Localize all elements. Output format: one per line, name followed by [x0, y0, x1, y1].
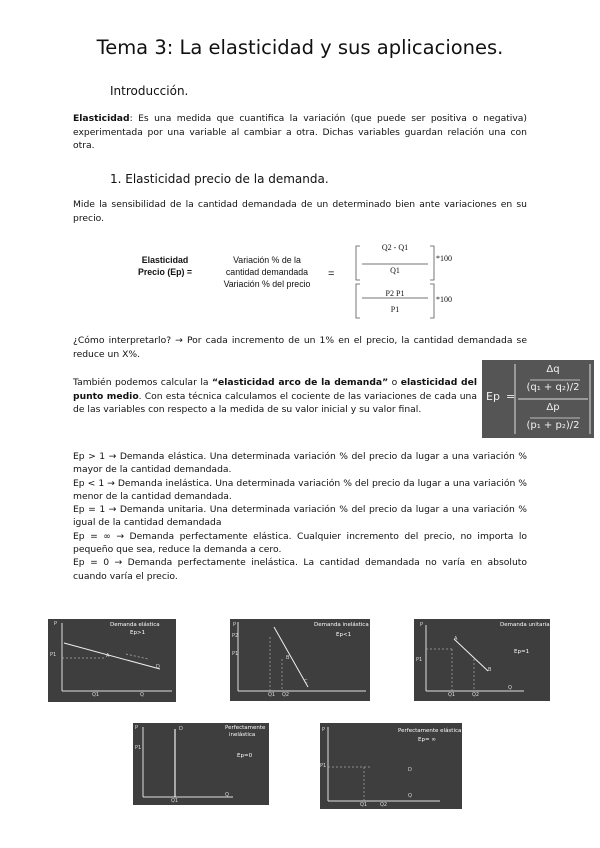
- chart-inelastic-c: C: [304, 679, 308, 685]
- chart-inelastic-p2: P2: [232, 633, 239, 639]
- arc-bold1: “elasticidad arco de la demanda”: [211, 377, 389, 388]
- chart-perfectly-elastic: [320, 723, 462, 809]
- interpretation: ¿Cómo interpretarlo? → Por cada incremento de un 1% en el precio, la cantidad demandada se reduce un X%.: [73, 335, 527, 360]
- chart-perfectly-inelastic: [133, 723, 269, 805]
- formula-num-line2: cantidad demandada: [225, 267, 309, 277]
- arc-ep: Ep: [486, 390, 500, 403]
- chart-inelastic-p1: P1: [232, 651, 239, 657]
- chart-pi-ep: Ep=0: [237, 753, 253, 759]
- definition-text: : Es una medida que cuantifica la variación (que puede ser positiva o negativa) experimentada por una variable al cambiar a otra. Dichas variables guardan relación una con otra.: [73, 113, 527, 152]
- top-multiplier: *100: [436, 254, 452, 263]
- chart-pe-p: P: [322, 727, 326, 733]
- arc-bold2: elasticidad del punto medio: [73, 377, 477, 402]
- chart-unitary-q2: Q2: [472, 692, 480, 698]
- chart-pe-q1: Q1: [360, 802, 368, 808]
- chart-unitary-svg: [414, 619, 550, 701]
- chart-pe-q: Q: [408, 793, 412, 799]
- formula-fraction: [212, 254, 322, 290]
- chart-pe-d: D: [408, 767, 412, 773]
- chart-unitary-b: B: [488, 667, 492, 673]
- chart-elastic-svg: [48, 619, 176, 702]
- bottom-multiplier: *100: [436, 295, 452, 304]
- chart-elastic-d: D: [156, 664, 160, 670]
- intro-heading: Introducción.: [110, 84, 189, 98]
- formula-label: [126, 254, 204, 278]
- formula-label-line2: Precio (Ep) =: [137, 267, 193, 277]
- chart-elastic-p1: P1: [50, 652, 57, 658]
- chart-pi-q: Q: [225, 792, 229, 798]
- chart-elastic: [48, 619, 176, 702]
- section-heading: 1. Elasticidad precio de la demanda.: [110, 172, 329, 186]
- chart-unitary-a: A: [454, 636, 458, 642]
- arc-post: . Con esta técnica calculamos el cociente de las variaciones de cada una de las variables con respecto a la medida de su valor inicial y su valor final.: [73, 390, 478, 416]
- arc-mid: o: [388, 377, 401, 388]
- chart-unitary-ep: Ep=1: [514, 649, 530, 655]
- chart-elastic-a: A: [106, 653, 110, 659]
- chart-pi-title-1: Perfectamente: [225, 725, 266, 731]
- chart-pi-d: D: [179, 726, 183, 732]
- chart-pe-title: Perfectamente elástica: [398, 728, 462, 734]
- chart-pi-p: P: [135, 725, 139, 731]
- page-title: Tema 3: La elasticidad y sus aplicaciones.: [96, 36, 504, 59]
- chart-elastic-title: Demanda elástica: [110, 622, 160, 628]
- chart-inelastic-q1: Q1: [268, 692, 276, 698]
- chart-unitary-q1: Q1: [448, 692, 456, 698]
- bottom-denominator: P1: [390, 305, 400, 314]
- chart-pe-ep: Ep= ∞: [418, 737, 436, 743]
- top-numerator: Q2 - Q1: [381, 243, 409, 252]
- case-perfectly-elastic: Ep = ∞ → Demanda perfectamente elástica. Cualquier incremento del precio, no importa lo pequeño que sea, reduce la demanda a cero.: [73, 530, 527, 556]
- definition-paragraph: [73, 112, 527, 153]
- arc-q-sum: (q₁ + q₂)/2: [526, 382, 580, 393]
- definition-term: Elasticidad: [73, 113, 130, 124]
- arc-p-sum: (p₁ + p₂)/2: [526, 420, 580, 431]
- case-inelastic: Ep < 1 → Demanda inelástica. Una determinada variación % del precio da lugar a una variación % menor de la cantidad demandada.: [73, 477, 527, 502]
- arc-paragraph: [73, 376, 477, 417]
- case-elastic: Ep > 1 → Demanda elástica. Una determinada variación % del precio da lugar a una variación % mayor de la cantidad demandada.: [73, 451, 527, 476]
- arc-formula-box: [482, 360, 594, 438]
- chart-pi-title-2: inelástica: [229, 732, 256, 738]
- chart-unitary-p1: P1: [416, 657, 423, 663]
- arc-dp: Δp: [546, 402, 560, 413]
- cases-list: [73, 450, 527, 583]
- chart-elastic-p: P: [54, 621, 58, 627]
- case-unitary: Ep = 1 → Demanda unitaria. Una determinada variación % del precio da lugar a una variación % igual de la cantidad demandada: [73, 504, 527, 529]
- chart-inelastic-q2: Q2: [282, 692, 290, 698]
- section-text: Mide la sensibilidad de la cantidad demandada de un determinado bien ante variaciones en su precio.: [73, 199, 527, 224]
- chart-unitary-title: Demanda unitaria: [500, 622, 550, 628]
- chart-pi-q1: Q1: [171, 798, 179, 804]
- arc-pre: También podemos calcular la: [73, 377, 212, 388]
- chart-unitary-p: P: [420, 622, 424, 628]
- chart-pi-p1: P1: [135, 745, 142, 751]
- formula-den: Variación % del precio: [223, 279, 311, 289]
- chart-pe-p1: P1: [320, 763, 327, 769]
- chart-perfectly-elastic-svg: [320, 723, 462, 809]
- chart-unitary-q: Q: [508, 685, 512, 691]
- case-perfectly-inelastic: Ep = 0 → Demanda perfectamente inelástica. La cantidad demandada no varía en absoluto cuando varía el precio.: [73, 557, 527, 582]
- chart-inelastic-ep: Ep<1: [336, 632, 352, 638]
- chart-elastic-ep: Ep>1: [130, 630, 146, 636]
- chart-inelastic: [230, 619, 370, 701]
- top-denominator: Q1: [390, 266, 400, 275]
- chart-pe-q2: Q2: [380, 802, 388, 808]
- chart-unitary: [414, 619, 550, 701]
- arc-dq: Δq: [546, 364, 560, 375]
- formula-label-line1: Elasticidad: [141, 255, 189, 265]
- formula-num-line1: Variación % de la: [233, 255, 301, 265]
- chart-elastic-q: Q: [140, 692, 144, 698]
- chart-inelastic-title: Demanda inelástica: [314, 622, 369, 628]
- chart-inelastic-b: B: [286, 655, 290, 661]
- chart-elastic-q1: Q1: [92, 692, 100, 698]
- arc-eq: =: [506, 390, 516, 403]
- formula-equals: =: [328, 268, 335, 280]
- bottom-numerator: P2 P1: [385, 289, 405, 298]
- chart-inelastic-p: P: [233, 622, 237, 628]
